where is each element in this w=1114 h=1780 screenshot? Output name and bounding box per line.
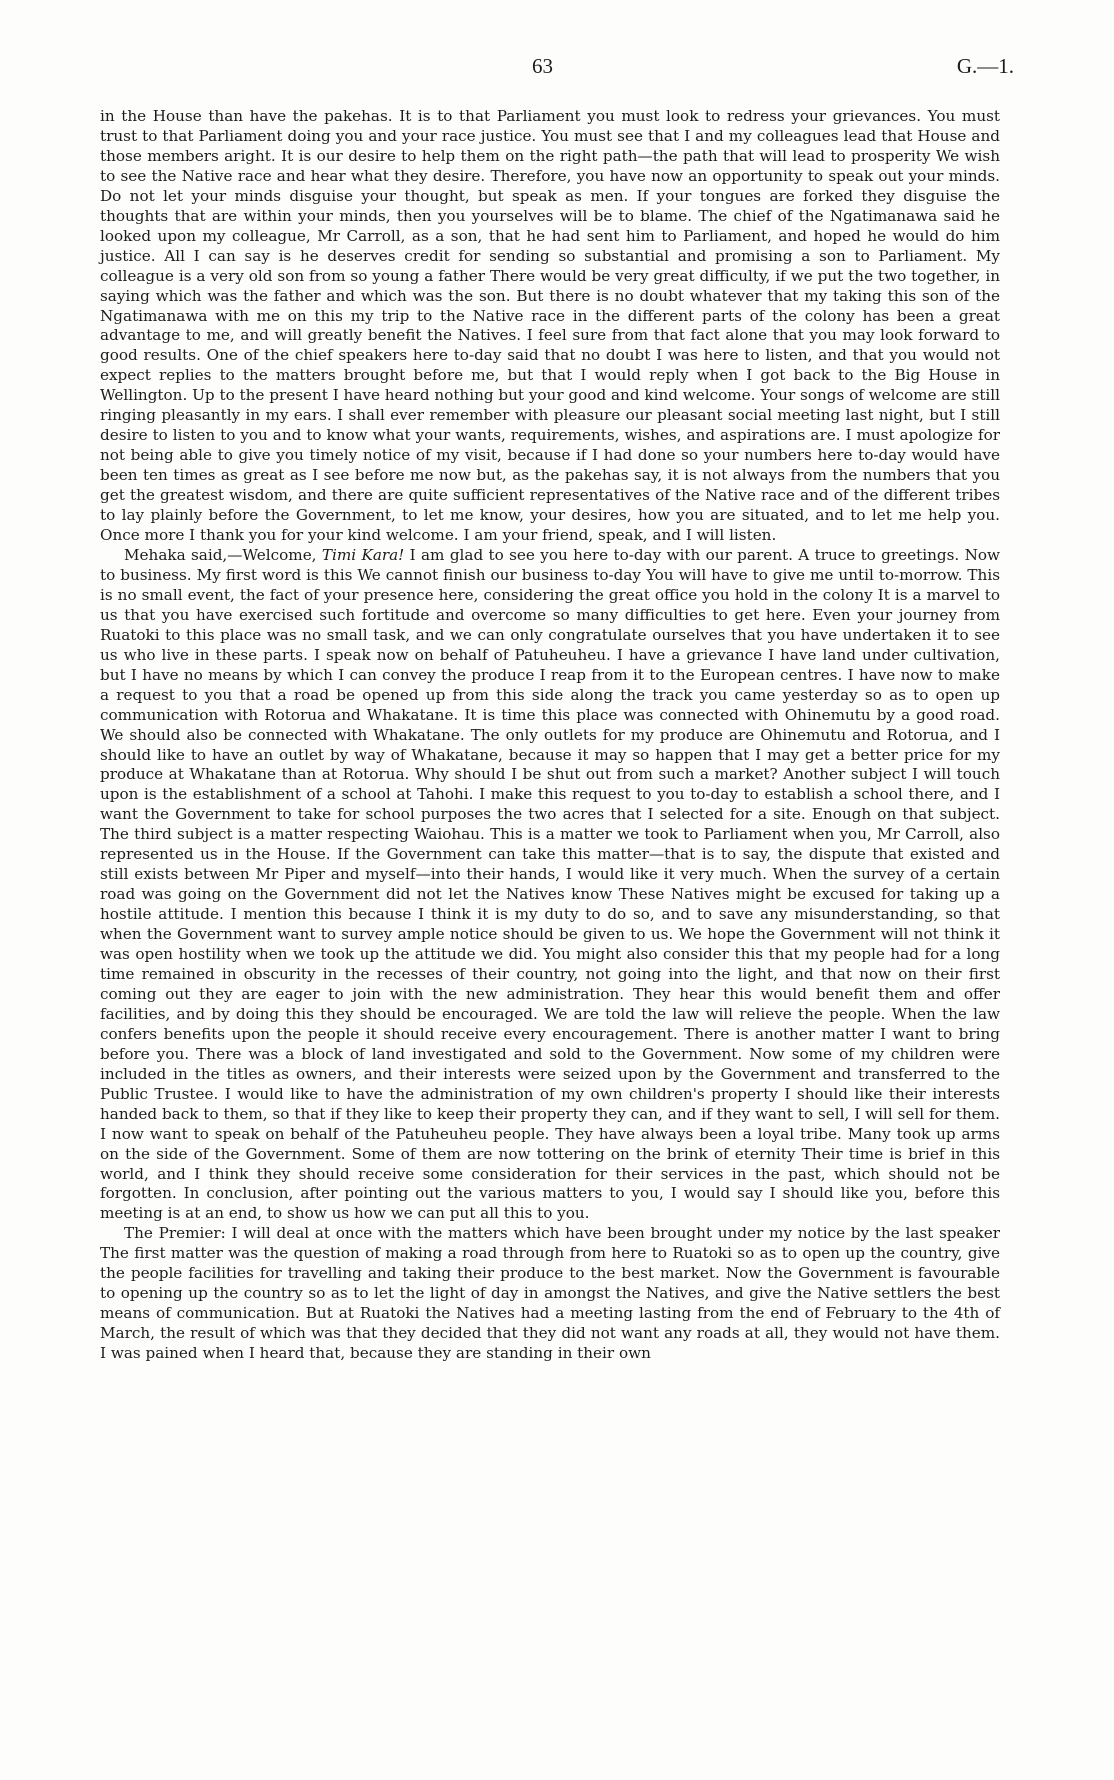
paragraph-premier-continued [100,107,1000,546]
page-number: 63 [532,54,553,78]
body-text [100,107,1000,1364]
page-header [0,54,1114,84]
paragraph-text: in the House than have the pakehas. It is to that Parliament you must look to redress your grievances. You must trust to that Parliament doing you and your race justice. You must see that I and my colleagues lead that House and those members aright. It is our desire to help them on the right path—the path that will lead to prosperity We wish to see the Native race and hear what they desire. Therefore, you have now an opportunity to speak out your minds. Do not let your minds disguise your thought, but speak as men. If your tongues are forked they disguise the thoughts that are within your minds, then you yourselves will be to blame. The chief of the Ngatimanawa said he looked upon my colleague, Mr Carroll, as a son, that he had sent him to Parliament, and hoped he would do him justice. All I can say is he deserves credit for sending so substantial and promising a son to Parliament. My colleague is a very old son from so young a father There would be very great difficulty, if we put the two together, in saying which was the father and which was the son. But there is no doubt whatever that my taking this son of the Ngatimanawa with me on this my trip to the Native race in the different parts of the colony has been a great advantage to me, and will greatly benefit the Natives. I feel sure from that fact alone that you may look forward to good results. One of the chief speakers here to-day said that no doubt I was here to listen, and that you would not expect replies to the matters brought before me, but that I would reply when I got back to the Big House in Wellington. Up to the present I have heard nothing but your good and kind welcome. Your songs of welcome are still ringing pleasantly in my ears. I shall ever remember with pleasure our pleasant social meeting last night, but I still desire to listen to you and to know what your wants, requirements, wishes, and aspirations are. I must apologize for not being able to give you timely notice of my visit, because if I had done so your numbers here to-day would have been ten times as great as I see before me now but, as the pakehas say, it is not always from the numbers that you get the greatest wisdom, and there are quite sufficient representatives of the Native race and of the different tribes to lay plainly before the Government, to let me know, your desires, how you are situated, and to let me help you. Once more I thank you for your kind welcome. I am your friend, speak, and I will listen. [100,107,1000,545]
series-code: G.—1. [956,54,1014,78]
greeting-italic: Timi Kara! [321,545,405,564]
speaker-label: Mehaka said,—Welcome, [124,545,317,564]
paragraph-mehaka [100,546,1000,1224]
speaker-label: The Premier: [124,1224,226,1243]
paragraph-premier-reply [100,1224,1000,1364]
paragraph-text: I am glad to see you here to-day with our parent. A truce to greetings. Now to business. My first word is this We cannot finish our business to-day You will have to give me until to-morrow. This is no small event, the fact of your presence here, considering the great office you hold in the colony It is a marvel to us that you have exercised such fortitude and overcome so many difficulties to get here. Even your journey from Ruatoki to this place was no small task, and we can only congratulate ourselves that you have undertaken it to see us who live in these parts. I speak now on behalf of Patuheuheu. I have a grievance I have land under cultivation, but I have no means by which I can convey the produce I reap from it to the European centres. I have now to make a request to you that a road be opened up from this side along the track you came yesterday so as to open up communication with Rotorua and Whakatane. It is time this place was connected with Ohinemutu by a good road. We should also be connected with Whakatane. The only outlets for my produce are Ohinemutu and Rotorua, and I should like to have an outlet by way of Whakatane, because it may so happen that I may get a better price for my produce at Whakatane than at Rotorua. Why should I be shut out from such a market? Another subject I will touch upon is the establishment of a school at Tahohi. I make this request to you to-day to establish a school there, and I want the Government to take for school purposes the two acres that I selected for a site. Enough on that subject. The third subject is a matter respecting Waiohau. This is a matter we took to Parliament when you, Mr Carroll, also represented us in the House. If the Government can take this matter—that is to say, the dispute that existed and still exists between Mr Piper and myself—into their hands, I would like it very much. When the survey of a certain road was going on the Government did not let the Natives know These Natives might be excused for taking up a hostile attitude. I mention this because I think it is my duty to do so, and to save any misunderstanding, so that when the Government want to survey ample notice should be given to us. We hope the Government will not think it was open hostility when we took up the attitude we did. You might also consider this that my people had for a long time remained in obscurity in the recesses of their country, not going into the light, and that now on their first coming out they are eager to join with the new administration. They hear this would benefit them and offer facilities, and by doing this they should be encouraged. We are told the law will relieve the people. When the law confers benefits upon the people it should receive every encouragement. There is another matter I want to bring before you. There was a block of land investigated and sold to the Government. Now some of my children were included in the titles as owners, and their interests were seized upon by the Government and transferred to the Public Trustee. I would like to have the administration of my own children's property I should like their interests handed back to them, so that if they like to keep their property they can, and if they want to sell, I will sell for them. I now want to speak on behalf of the Patuheuheu people. They have always been a loyal tribe. Many took up arms on the side of the Government. Some of them are now tottering on the brink of eternity Their time is brief in this world, and I think they should receive some consideration for their services in the past, which should not be forgotten. In conclusion, after pointing out the various matters to you, I would say I should like you, before this meeting is at an end, to show us how we can put all this to you. [100,545,1000,1223]
paragraph-text: I will deal at once with the matters which have been brought under my notice by the last speaker The first matter was the question of making a road through from here to Ruatoki so as to open up the country, give the people facilities for travelling and taking their produce to the best market. Now the Government is favourable to opening up the country so as to let the light of day in amongst the Natives, and give the Native settlers the best means of communication. But at Ruatoki the Natives had a meeting lasting from the end of February to the 4th of March, the result of which was that they decided that they did not want any roads at all, they would not have them. I was pained when I heard that, because they are standing in their own [100,1224,1001,1363]
